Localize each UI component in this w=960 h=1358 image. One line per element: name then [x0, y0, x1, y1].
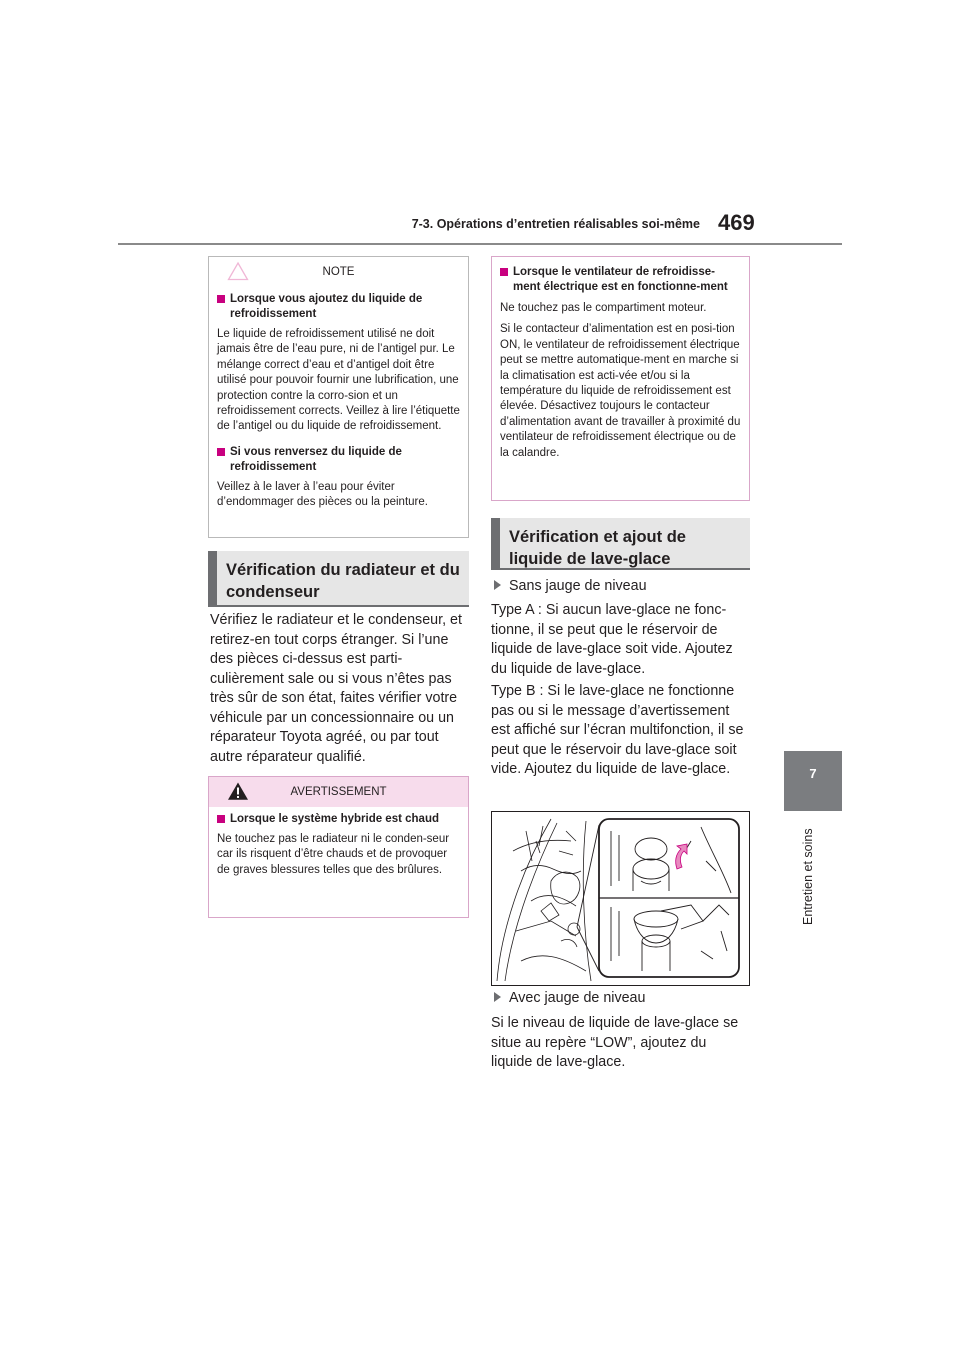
page-number: 469 — [718, 210, 755, 235]
type-b-paragraph: Type B : Si le lave-glace ne fonctionne pas ou si le message d’avertissement est affiché sur l’écran multifonction, il se peut que le réservoir du lave-glace soit vide. Ajoutez du liquide de lave-glace. — [491, 683, 744, 777]
note-item-2-text: Veillez à le laver à l’eau pour éviter d’endommager des pièces ou la peinture. — [217, 480, 428, 509]
caution-text-1: Ne touchez pas le compartiment moteur. — [500, 302, 707, 314]
caution-box — [491, 256, 750, 501]
section-heading-washer: Vérification et ajout de liquide de lave-glace — [491, 518, 750, 570]
bullet-with-gauge — [493, 989, 750, 1009]
chapter-label-container — [784, 815, 815, 935]
caution-item-title: Lorsque le ventilateur de refroidisse-ment électrique est en fonctionne-ment — [500, 265, 741, 295]
caution-outline-icon — [227, 261, 249, 281]
washer-reservoir-illustration — [491, 811, 750, 986]
warning-box — [208, 776, 469, 918]
bullet-with-gauge-label: Avec jauge de niveau — [509, 990, 646, 1006]
triangle-bullet-icon — [494, 992, 501, 1002]
header-rule — [118, 243, 842, 245]
note-header — [209, 257, 468, 287]
warning-item-title: Lorsque le système hybride est chaud — [217, 812, 460, 827]
radiator-paragraph: Vérifiez le radiateur et le condenseur, et retirez-en tout corps étranger. Si l’une des pièces ci-dessus est parti-culièrement sale ou si vous n’êtes pas très sûr de son état, faites vérifier votre véhicule par un concessionnaire ou un réparateur Toyota agréé, ou par tout autre réparateur qualifié. — [210, 612, 462, 765]
chapter-tab — [784, 751, 842, 811]
bullet-without-gauge-label: Sans jauge de niveau — [509, 578, 647, 594]
note-heading: NOTE — [322, 266, 355, 278]
note-box — [208, 256, 469, 538]
type-a-paragraph: Type A : Si aucun lave-glace ne fonc-tionne, il se peut que le réservoir de liquide de lave-glace soit vide. Ajoutez du liquide de lave-glace. — [491, 602, 733, 677]
warning-icon — [227, 781, 249, 801]
note-item-1-title: Lorsque vous ajoutez du liquide de refroidissement — [217, 292, 460, 322]
chapter-label: Entretien et soins — [801, 828, 815, 925]
warning-header — [209, 777, 468, 807]
engine-bay-drawing — [491, 811, 750, 986]
caution-text-2: Si le contacteur d’alimentation est en posi-tion ON, le ventilateur de refroidissement électrique peut se mettre automatique-ment en marche si la climatisation est acti-vée et/ou si la température du liquide de refroidissement est élevée. Désactivez toujours le contacteur d’alimentation avant de travailler à proximité du ventilateur de refroidissement électrique ou de la calandre. — [500, 323, 741, 459]
chapter-number: 7 — [809, 766, 817, 781]
bullet-without-gauge — [493, 577, 750, 597]
warning-heading: AVERTISSEMENT — [290, 786, 387, 798]
triangle-bullet-icon — [494, 580, 501, 590]
section-heading-radiator: Vérification du radiateur et du condenseur — [208, 551, 469, 607]
note-item-1-text: Le liquide de refroidissement utilisé ne doit jamais être de l’eau pure, ni de l’antigel pur. Le mélange correct d’eau et d’antigel doit être utilisé pour pouvoir fournir une lubrification, une protection contre la corro-sion et un refroidissement corrects. Veillez à lire l’étiquette de l’antigel ou du liquide de refroidissement. — [217, 328, 460, 433]
warning-item-text: Ne touchez pas le radiateur ni le conden-seur car ils risquent d’être chauds et de provoquer de graves blessures telles que des brûlures. — [217, 833, 450, 876]
header-section-title: 7-3. Opérations d’entretien réalisables soi-même — [411, 217, 700, 231]
with-gauge-paragraph: Si le niveau de liquide de lave-glace se situe au repère “LOW”, ajoutez du liquide de lave-glace. — [491, 1015, 739, 1070]
note-item-2-title: Si vous renversez du liquide de refroidissement — [217, 445, 460, 475]
